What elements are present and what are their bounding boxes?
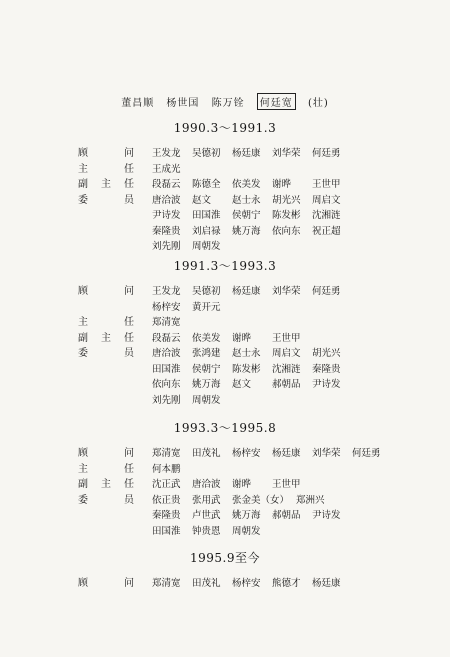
member-name: 依美发 [232,179,261,190]
role-label [78,493,134,509]
member-names [152,162,192,178]
member-name: 秦隆贵 [152,225,181,237]
term-period: 1990.3～1991.3 [173,121,277,135]
member-name: 沈正武 [152,479,181,490]
member-name: 杨廷康 [232,148,261,159]
member-name: 杨梓安 [152,301,181,313]
role-char: 任 [124,479,134,490]
top-name-line [0,93,450,110]
term-section [0,118,450,255]
role-char: 任 [124,317,134,328]
role-label [78,346,134,362]
member-names [152,208,352,224]
member-name: 依向东 [152,379,181,390]
member-name: 周朝发 [192,394,221,406]
top-name: 董昌顺 [121,98,155,109]
member-name: 刘先刚 [152,241,181,252]
role-char: 顾 [78,286,88,297]
member-row [0,162,450,178]
role-char: 问 [124,448,134,459]
member-row [0,146,450,162]
role-char: 员 [124,194,134,206]
role-char: 主 [101,332,111,344]
member-name: 张金美（女） [232,494,290,506]
member-name: 杨廷康 [232,286,261,297]
member-name: 唐洽波 [192,479,221,490]
member-name: 赵文 [192,194,212,206]
member-name: 周朝发 [192,241,221,252]
member-names [152,346,352,362]
member-row [0,346,450,362]
role-char: 任 [124,163,134,175]
member-row [0,446,450,462]
member-names [152,300,232,316]
member-name: 郝朝品 [272,510,301,521]
member-row [0,462,450,478]
term-period: 1991.3～1993.3 [173,259,277,273]
member-name: 刘华荣 [312,448,341,459]
member-name: 侯朝宁 [232,210,261,221]
member-names [152,315,192,331]
member-name: 陈德全 [192,179,221,190]
role-label [78,331,134,347]
member-names [152,477,312,493]
member-name: 刘先刚 [152,394,181,406]
member-row [0,208,450,224]
boxed-name: 何廷宽 [257,93,296,110]
member-row [0,493,450,509]
member-name: 田茂礼 [192,448,221,459]
member-names [152,576,352,592]
member-name: 郑清宽 [152,578,181,589]
member-names [152,331,312,347]
member-name: 周朝发 [232,525,261,537]
member-name: 谢晔 [272,179,292,190]
member-name: 钟贵恩 [192,525,221,537]
role-label [78,146,134,162]
role-char: 任 [124,179,134,190]
member-name: 刘华荣 [272,286,301,297]
member-name: 黄开元 [192,301,221,313]
member-row [0,508,450,524]
member-row [0,393,450,409]
term-section [0,256,450,408]
member-name: 何本鹏 [152,463,181,475]
member-name: 张用武 [192,494,221,506]
member-names [152,377,352,393]
member-name: 胡光兴 [312,348,341,359]
member-name: 依向东 [272,225,301,237]
role-label [78,162,134,178]
member-name: 王成光 [152,163,181,175]
member-name: 王世甲 [272,332,301,344]
member-name: 田茂礼 [192,578,221,589]
role-char: 主 [78,163,88,175]
member-name: 侯朝宁 [192,363,221,375]
role-char: 委 [78,348,88,359]
role-char: 问 [124,578,134,589]
member-row [0,524,450,540]
member-row [0,331,450,347]
role-label [78,177,134,193]
role-label [78,315,134,331]
member-names [152,462,192,478]
member-names [152,239,232,255]
role-char: 顾 [78,448,88,459]
member-name: 杨廷康 [272,448,301,459]
member-name: 赵士永 [232,348,261,359]
member-name: 唐洽波 [152,194,181,206]
role-char: 任 [124,463,134,475]
member-name: 段磊云 [152,179,181,190]
role-label [78,576,134,592]
member-name: 刘启禄 [192,225,221,237]
member-name: 尹诗发 [312,510,341,521]
member-name: 谢晔 [232,332,252,344]
member-name: 周启文 [272,348,301,359]
member-names [152,362,352,378]
member-name: 田国淮 [152,525,181,537]
role-char: 主 [78,317,88,328]
role-char: 委 [78,194,88,206]
member-name: 赵士永 [232,194,261,206]
member-row [0,300,450,316]
role-char: 任 [124,332,134,344]
member-names [152,393,232,409]
member-row [0,224,450,240]
member-name: 杨梓安 [232,578,261,589]
member-name: 沈湘涟 [312,210,341,221]
role-char: 顾 [78,148,88,159]
member-name: 田国淮 [192,210,221,221]
member-name: 何廷勇 [352,448,381,459]
role-char: 顾 [78,578,88,589]
member-name: 张鸿建 [192,348,221,359]
role-char: 问 [124,286,134,297]
role-label [78,477,134,493]
member-name: 沈湘涟 [272,363,301,375]
member-name: 陈发彬 [232,363,261,375]
member-name: 秦隆贵 [312,363,341,375]
member-names [152,524,272,540]
member-names [152,146,352,162]
member-names [152,193,352,209]
member-name: 姚万海 [232,225,261,237]
ethnicity-note: (壮) [307,98,329,109]
member-name: 郝朝品 [272,379,301,390]
role-char: 主 [101,479,111,490]
member-row [0,477,450,493]
member-name: 王发龙 [152,148,181,159]
role-char: 员 [124,494,134,506]
member-row [0,377,450,393]
member-names [152,508,352,524]
member-name: 赵文 [232,379,252,390]
member-names [152,446,392,462]
member-name: 姚万海 [232,510,261,521]
member-name: 祝正超 [312,225,341,237]
role-label [78,193,134,209]
member-name: 姚万海 [192,379,221,390]
role-char: 员 [124,348,134,359]
member-name: 刘华荣 [272,148,301,159]
role-label [78,284,134,300]
member-name: 唐洽波 [152,348,181,359]
role-char: 委 [78,494,88,506]
member-names [152,284,352,300]
member-row [0,284,450,300]
member-name: 尹诗发 [152,210,181,221]
member-name: 杨廷康 [312,578,341,589]
member-name: 段磊云 [152,332,181,344]
role-char: 副 [78,332,88,344]
member-row [0,193,450,209]
role-char: 副 [78,179,88,190]
member-name: 秦隆贵 [152,510,181,521]
role-char: 问 [124,148,134,159]
term-period: 1995.9至今 [190,551,260,565]
role-char: 主 [101,179,111,190]
member-row [0,315,450,331]
member-name: 尹诗发 [312,379,341,390]
member-name: 卢世武 [192,510,221,521]
member-row [0,576,450,592]
member-name: 郑清宽 [152,317,181,328]
role-char: 主 [78,463,88,475]
member-name: 郑洲兴 [296,494,325,506]
member-name: 吴德初 [192,286,221,297]
member-name: 胡光兴 [272,194,301,206]
member-names [152,177,352,193]
member-name: 熊德才 [272,578,301,589]
member-names [152,493,336,509]
role-label [78,446,134,462]
top-name: 陈万铨 [211,98,245,109]
term-section [0,548,450,592]
member-name: 谢晔 [232,479,252,490]
member-names [152,224,352,240]
role-label [78,462,134,478]
member-row [0,177,450,193]
member-name: 陈发彬 [272,210,301,221]
term-period: 1993.3～1995.8 [173,421,277,435]
top-name: 杨世国 [166,98,200,109]
member-name: 郑清宽 [152,448,181,459]
member-name: 王世甲 [272,479,301,490]
member-name: 何廷勇 [312,286,341,297]
member-name: 王发龙 [152,286,181,297]
member-name: 田国淮 [152,363,181,375]
member-name: 王世甲 [312,179,341,190]
member-name: 依美发 [192,332,221,344]
member-name: 杨梓安 [232,448,261,459]
member-name: 周启文 [312,194,341,206]
member-row [0,239,450,255]
term-section [0,418,450,539]
member-name: 依正贵 [152,494,181,506]
member-name: 吴德初 [192,148,221,159]
role-char: 副 [78,479,88,490]
member-name: 何廷勇 [312,148,341,159]
member-row [0,362,450,378]
